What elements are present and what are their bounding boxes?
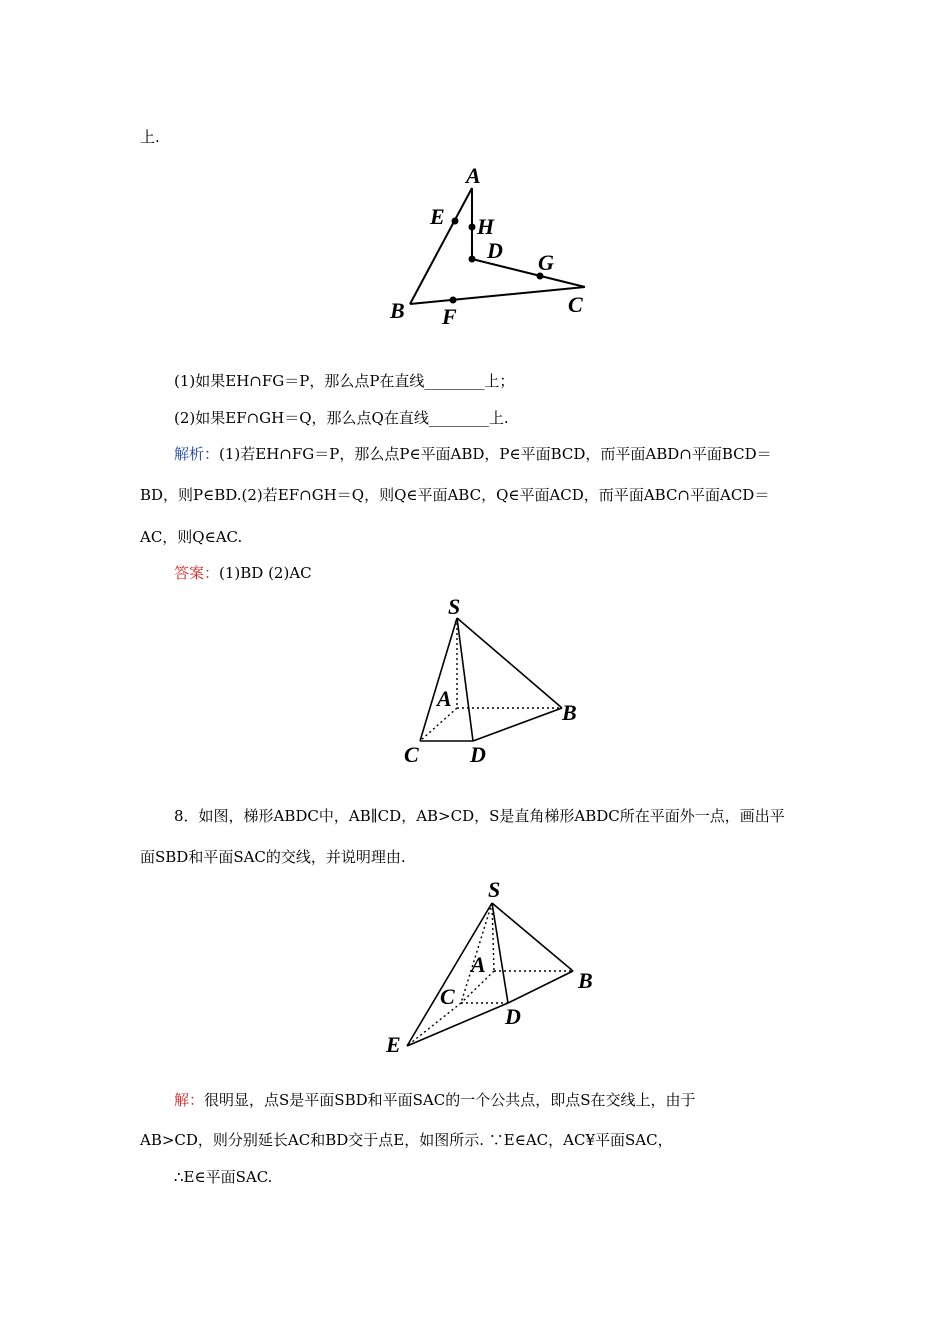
- label-c: C: [440, 984, 455, 1009]
- question-part-2: (2)如果EF∩GH＝Q，那么点Q在直线________上.: [174, 409, 509, 427]
- question-part-1: (1)如果EH∩FG＝P，那么点P在直线________上；: [174, 372, 515, 390]
- label-g: G: [538, 250, 554, 275]
- label-c: C: [404, 742, 419, 767]
- solution-text-1: 很明显，点S是平面SBD和平面SAC的一个公共点，即点S在交线上，由于: [204, 1091, 696, 1109]
- analysis-line-3: AC，则Q∈AC.: [140, 528, 243, 546]
- label-a: A: [471, 952, 486, 977]
- edge-sb: [492, 903, 573, 971]
- edge-de: [407, 1003, 508, 1046]
- label-d: D: [487, 238, 503, 263]
- solution-line-2: AB>CD，则分别延长AC和BD交于点E，如图所示. ∵E∈AC，AC¥平面SAC，: [140, 1131, 673, 1149]
- label-d: D: [470, 742, 486, 767]
- problem-8-line-2: 面SBD和平面SAC的交线，并说明理由.: [140, 848, 406, 866]
- top-fragment: 上.: [140, 128, 160, 146]
- label-b: B: [562, 700, 577, 725]
- edge-sd: [457, 618, 473, 741]
- figure-quadrilateral: [380, 160, 610, 330]
- edge-ce-hidden: [407, 1003, 461, 1046]
- label-b: B: [578, 968, 593, 993]
- label-b: B: [390, 298, 405, 323]
- label-a: A: [437, 686, 452, 711]
- label-h: H: [477, 214, 495, 239]
- point-f: [450, 297, 457, 304]
- edge-sd: [492, 903, 508, 1003]
- point-h: [469, 224, 476, 231]
- point-e: [452, 218, 459, 225]
- edge-sb: [457, 618, 562, 708]
- analysis-line-1: [174, 444, 820, 464]
- label-e: E: [430, 204, 445, 229]
- label-c: C: [568, 292, 583, 317]
- edge-sc: [420, 618, 457, 741]
- answer-line: [174, 563, 820, 583]
- label-s: S: [488, 877, 501, 902]
- answer-label: 答案：: [174, 564, 220, 582]
- solution-label: 解：: [174, 1091, 205, 1109]
- edge-bc: [410, 287, 585, 304]
- label-s: S: [448, 594, 461, 619]
- edge-bd: [508, 971, 573, 1003]
- analysis-line-2: BD，则P∈BD.(2)若EF∩GH＝Q，则Q∈平面ABC，Q∈平面ACD，而平面ABC∩平面ACD＝: [140, 486, 770, 504]
- point-d: [469, 256, 476, 263]
- edge-dc: [472, 259, 585, 287]
- edge-db: [473, 708, 562, 741]
- problem-8-line-1: 8．如图，梯形ABDC中，AB∥CD，AB>CD，S是直角梯形ABDC所在平面外一点，画出平: [174, 807, 785, 825]
- analysis-text-1: (1)若EH∩FG＝P，那么点P∈平面ABD，P∈平面BCD，而平面ABD∩平面BCD＝: [219, 445, 772, 463]
- label-a: A: [466, 163, 481, 188]
- analysis-label: 解析：: [174, 445, 220, 463]
- label-e: E: [386, 1032, 401, 1057]
- solution-line-1: [174, 1090, 820, 1110]
- figure-pyramid-extended: [380, 870, 610, 1060]
- figure-pyramid: [395, 590, 595, 770]
- answer-text: (1)BD (2)AC: [219, 564, 312, 582]
- label-f: F: [442, 304, 457, 329]
- solution-line-3: ∴E∈平面SAC.: [174, 1168, 273, 1186]
- label-d: D: [505, 1004, 521, 1029]
